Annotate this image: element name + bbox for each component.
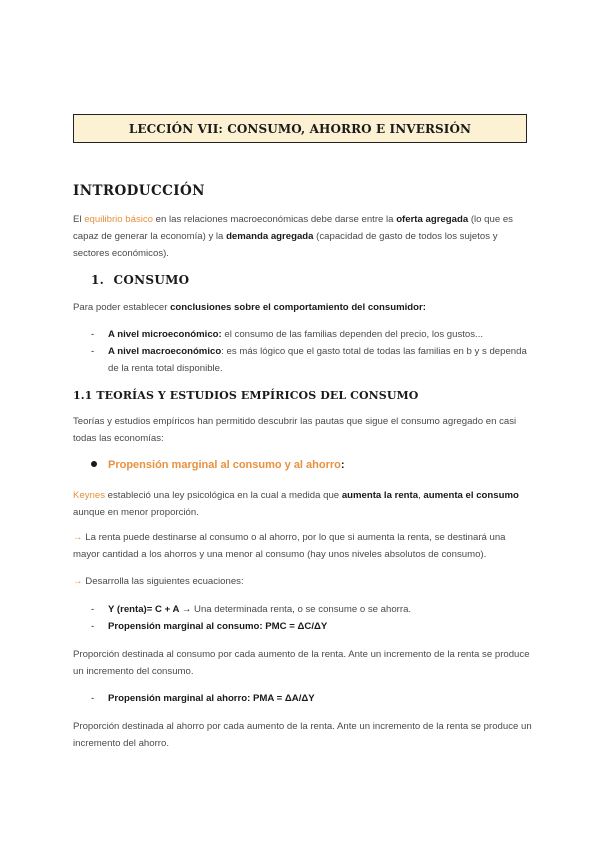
propension-bullet: Propensión marginal al consumo y al ahorro: — [91, 457, 345, 474]
arrow-paragraph-ecuaciones: → Desarrolla las siguientes ecuaciones: — [73, 576, 244, 587]
list-item-macro: - A nivel macroeconómico: es más lógico que el gasto total de todas las familias en b y s dependa de la renta total disponible. — [91, 346, 527, 374]
lesson-title: LECCIÓN VII: CONSUMO, AHORRO E INVERSIÓN — [128, 121, 472, 136]
equation-pmc: - Propensión marginal al consumo: PMC = ΔC/ΔY — [91, 621, 328, 632]
bullet-dot-icon — [91, 461, 97, 467]
intro-paragraph: El equilibrio básico en las relaciones macroeconómicas debe darse entre la oferta agregada (lo que es capaz de generar la economía) y la demanda agregada (capacidad de gasto de todos los sujetos y sectores económicos). — [73, 214, 513, 259]
list-item-micro: - A nivel microeconómico: el consumo de las familias dependen del precio, los gustos... — [91, 329, 484, 340]
equation-renta: - Y (renta)= C + A → Una determinada renta, o se consume o se ahorra. — [91, 604, 412, 615]
equation-pma: - Propensión marginal al ahorro: PMA = ΔA/ΔY — [91, 693, 315, 704]
pma-paragraph: Proporción destinada al ahorro por cada aumento de la renta. Ante un incremento de la renta se produce un incremento del ahorro. — [73, 721, 532, 749]
teorias-paragraph: Teorías y estudios empíricos han permitido descubrir las pautas que sigue el consumo agregado en casi todas las economías: — [73, 416, 517, 444]
conclusiones-paragraph: Para poder establecer conclusiones sobre el comportamiento del consumidor: — [73, 302, 426, 313]
keynes-name: Keynes — [73, 490, 105, 501]
arrow-icon: → — [73, 576, 83, 587]
arrow-paragraph-renta: → La renta puede destinarse al consumo o al ahorro, por lo que si aumenta la renta, se destinará una mayor cantidad a los ahorros y una menor al consumo (hay unos niveles absolutos de consumo). — [73, 532, 506, 560]
highlight-equilibrio: equilibrio básico — [84, 214, 153, 225]
pmc-paragraph: Proporción destinada al consumo por cada aumento de la renta. Ante un incremento de la renta se produce un incremento del consumo. — [73, 649, 530, 677]
teorias-heading: 1.1 TEORÍAS Y ESTUDIOS EMPÍRICOS DEL CONSUMO — [73, 389, 419, 402]
arrow-icon: → — [73, 532, 83, 543]
intro-heading: INTRODUCCIÓN — [73, 183, 205, 199]
lesson-title-box — [73, 114, 527, 143]
section-consumo-heading: 1. CONSUMO — [91, 273, 190, 287]
keynes-paragraph: Keynes estableció una ley psicológica en la cual a medida que aumenta la renta, aumenta el consumo aunque en menor proporción. — [73, 490, 519, 518]
